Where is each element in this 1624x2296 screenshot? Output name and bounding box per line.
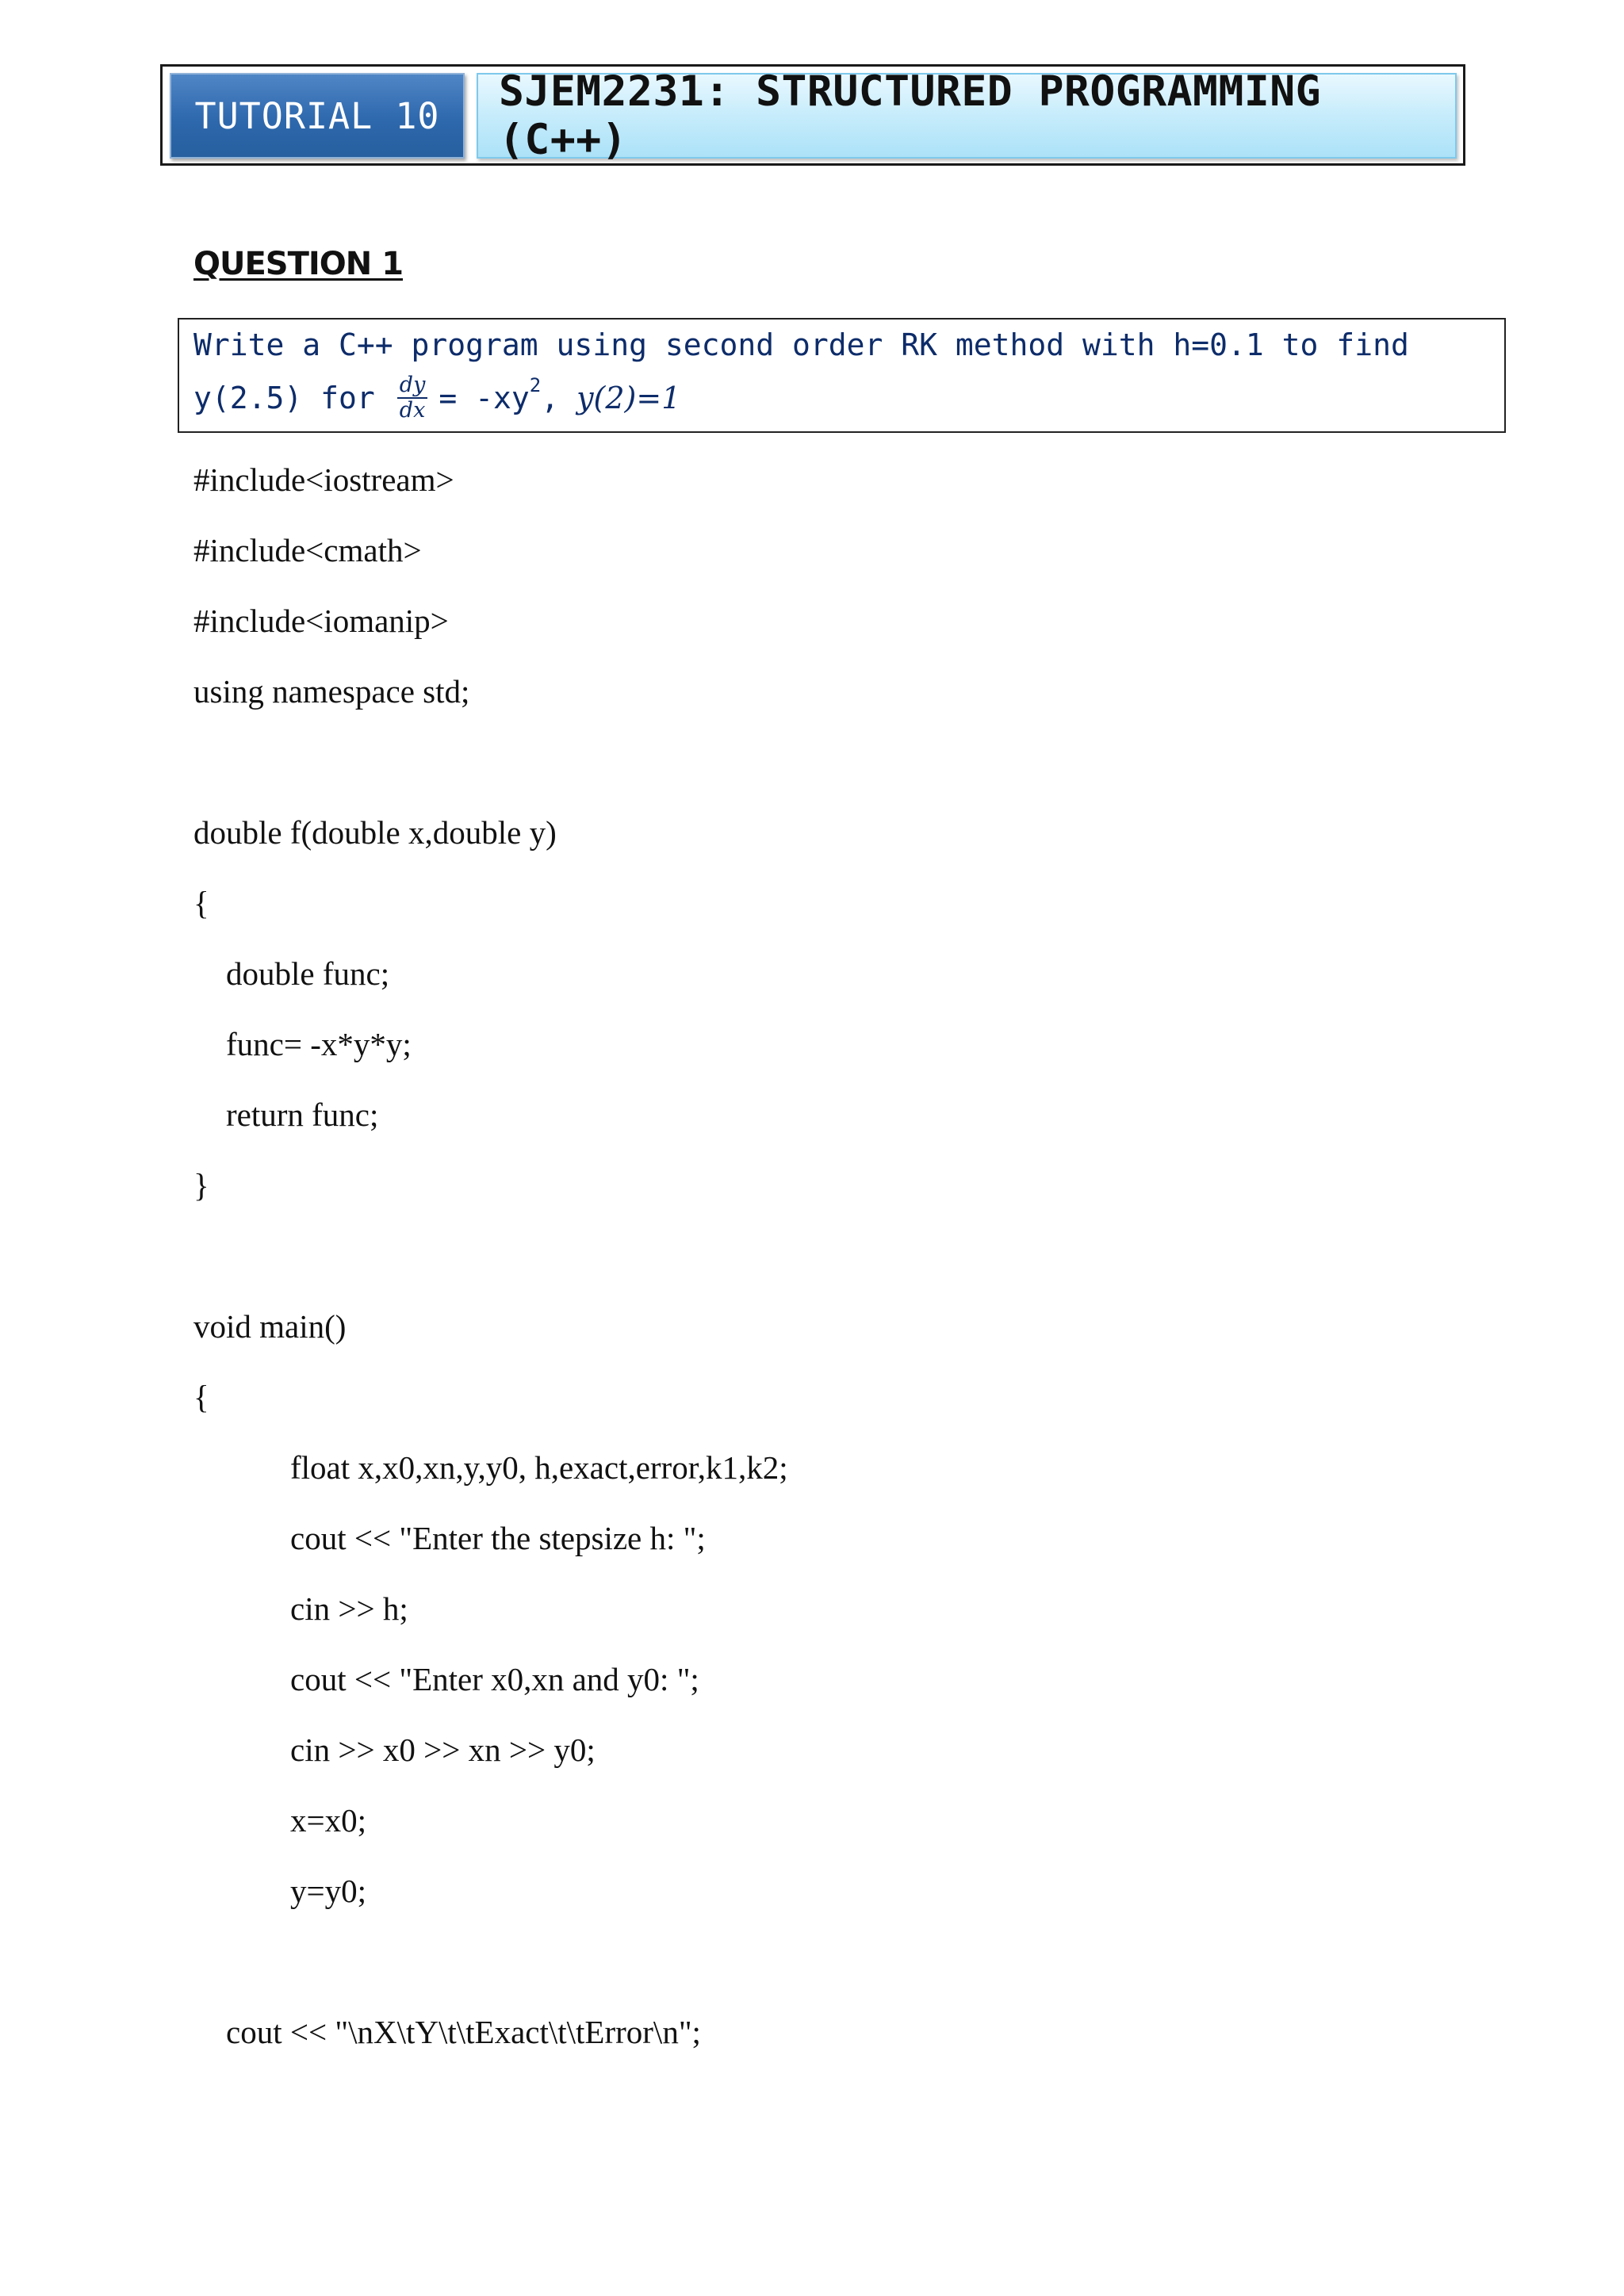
equation-exponent: 2 [529,374,542,396]
code-line: func= -x*y*y; [226,1026,412,1062]
code-line: #include<iomanip> [193,603,449,639]
question-statement-box [178,318,1506,433]
code-line: #include<iostream> [193,461,454,498]
initial-condition: y(2)=1 [576,381,681,415]
derivative-fraction [397,373,428,423]
code-line: float x,x0,xn,y,y0, h,exact,error,k1,k2; [290,1449,788,1486]
course-title-box [477,67,1457,164]
code-line: cout << "\nX\tY\t\tExact\t\tError\n"; [226,2014,701,2050]
code-line: y=y0; [290,1873,367,1909]
code-line: void main() [193,1308,347,1345]
code-line: double func; [226,955,390,992]
code-line: return func; [226,1096,379,1133]
fraction-denominator: dx [399,398,426,423]
code-line: x=x0; [290,1802,367,1839]
course-title: SJEM2231: STRUCTURED PROGRAMMING (C++) [499,67,1322,164]
code-line: #include<cmath> [193,532,422,568]
code-line: { [193,885,209,921]
code-line: cin >> h; [290,1590,408,1627]
header-banner [160,64,1465,166]
tutorial-label: TUTORIAL 10 [194,94,440,137]
tutorial-badge [170,73,465,159]
fraction-numerator: dy [397,373,428,399]
equation-rhs: = -xy [439,381,530,415]
code-line: using namespace std; [193,673,470,710]
question-heading: QUESTION 1 [193,246,404,282]
code-line: cout << "Enter the stepsize h: "; [290,1520,706,1556]
code-line: cout << "Enter x0,xn and y0: "; [290,1661,699,1697]
code-line: { [193,1379,209,1415]
equation-comma: , [541,381,560,415]
question-text-line-1: Write a C++ program using second order RK method with h=0.1 to find [193,327,1409,362]
code-line: double f(double x,double y) [193,814,557,851]
code-line: } [193,1167,209,1203]
question-target: y(2.5) for [193,381,375,415]
code-line: cin >> x0 >> xn >> y0; [290,1732,596,1768]
question-text-line-2 [193,372,1504,424]
